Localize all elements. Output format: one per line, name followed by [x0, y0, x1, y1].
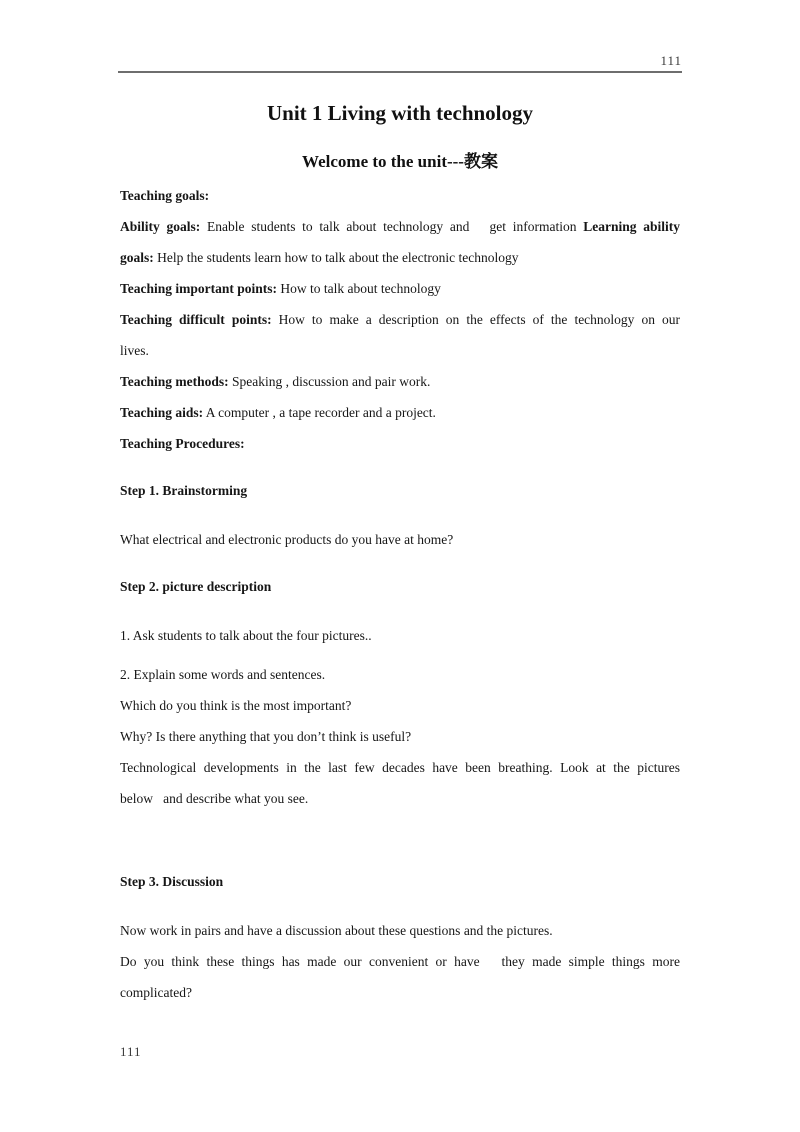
- text-run: How to make a description on the effects of the technology on our: [271, 312, 680, 327]
- bold-text-run: Teaching methods:: [120, 374, 229, 389]
- bold-text-run: Teaching goals:: [120, 188, 210, 203]
- text-run: Technological developments in the last few decades have been breathing. Look at the pictures: [120, 760, 680, 775]
- text-line: [120, 475, 680, 506]
- bold-text-run: Learning ability: [583, 219, 680, 234]
- text-run: Do you think these things has made our convenient or have they made simple things more: [120, 954, 680, 969]
- text-line: [120, 428, 680, 459]
- text-line: [120, 752, 680, 783]
- bold-text-run: Teaching Procedures:: [120, 436, 245, 451]
- text-line: [120, 211, 680, 242]
- text-line: [120, 783, 680, 814]
- document-body: [120, 180, 680, 1008]
- text-line: [120, 659, 680, 690]
- bold-text-run: Step 3. Discussion: [120, 874, 224, 889]
- text-run: 2. Explain some words and sentences.: [120, 667, 326, 682]
- text-line: [120, 242, 680, 273]
- text-line: [120, 304, 680, 335]
- header-page-number: 111: [660, 53, 682, 68]
- text-run: Which do you think is the most important?: [120, 698, 352, 713]
- document-subtitle: Welcome to the unit---教案: [302, 152, 498, 171]
- text-line: [120, 690, 680, 721]
- bold-text-run: Teaching important points:: [120, 281, 278, 296]
- bold-text-run: Step 2. picture description: [120, 579, 272, 594]
- text-run: 1. Ask students to talk about the four pictures..: [120, 628, 372, 643]
- text-run: Enable students to talk about technology and get information: [200, 219, 584, 234]
- text-line: [120, 721, 680, 752]
- text-line: [120, 977, 680, 1008]
- bold-text-run: Ability goals:: [120, 219, 201, 234]
- bold-text-run: Step 1. Brainstorming: [120, 483, 248, 498]
- text-line: [120, 946, 680, 977]
- text-line: [120, 366, 680, 397]
- text-line: [120, 397, 680, 428]
- text-run: Help the students learn how to talk about the electronic technology: [153, 250, 519, 265]
- footer-page-number: 111: [120, 1044, 142, 1059]
- text-run: What electrical and electronic products do you have at home?: [120, 532, 454, 547]
- text-run: Speaking , discussion and pair work.: [228, 374, 431, 389]
- text-run: A computer , a tape recorder and a project.: [203, 405, 436, 420]
- text-run: Now work in pairs and have a discussion about these questions and the pictures.: [120, 923, 553, 938]
- text-run: lives.: [120, 343, 149, 358]
- text-line: [120, 335, 680, 366]
- text-line: [120, 571, 680, 602]
- header-rule: [118, 71, 682, 73]
- text-line: [120, 180, 680, 211]
- text-line: [120, 915, 680, 946]
- text-line: [120, 273, 680, 304]
- text-run: below and describe what you see.: [120, 791, 309, 806]
- text-run: Why? Is there anything that you don’t think is useful?: [120, 729, 412, 744]
- bold-text-run: Teaching aids:: [120, 405, 204, 420]
- document-title: Unit 1 Living with technology: [266, 101, 534, 125]
- bold-text-run: Teaching difficult points:: [120, 312, 272, 327]
- text-line: [120, 620, 680, 651]
- text-run: How to talk about technology: [277, 281, 441, 296]
- text-line: [120, 866, 680, 897]
- text-run: complicated?: [120, 985, 192, 1000]
- text-line: [120, 524, 680, 555]
- bold-text-run: goals:: [120, 250, 154, 265]
